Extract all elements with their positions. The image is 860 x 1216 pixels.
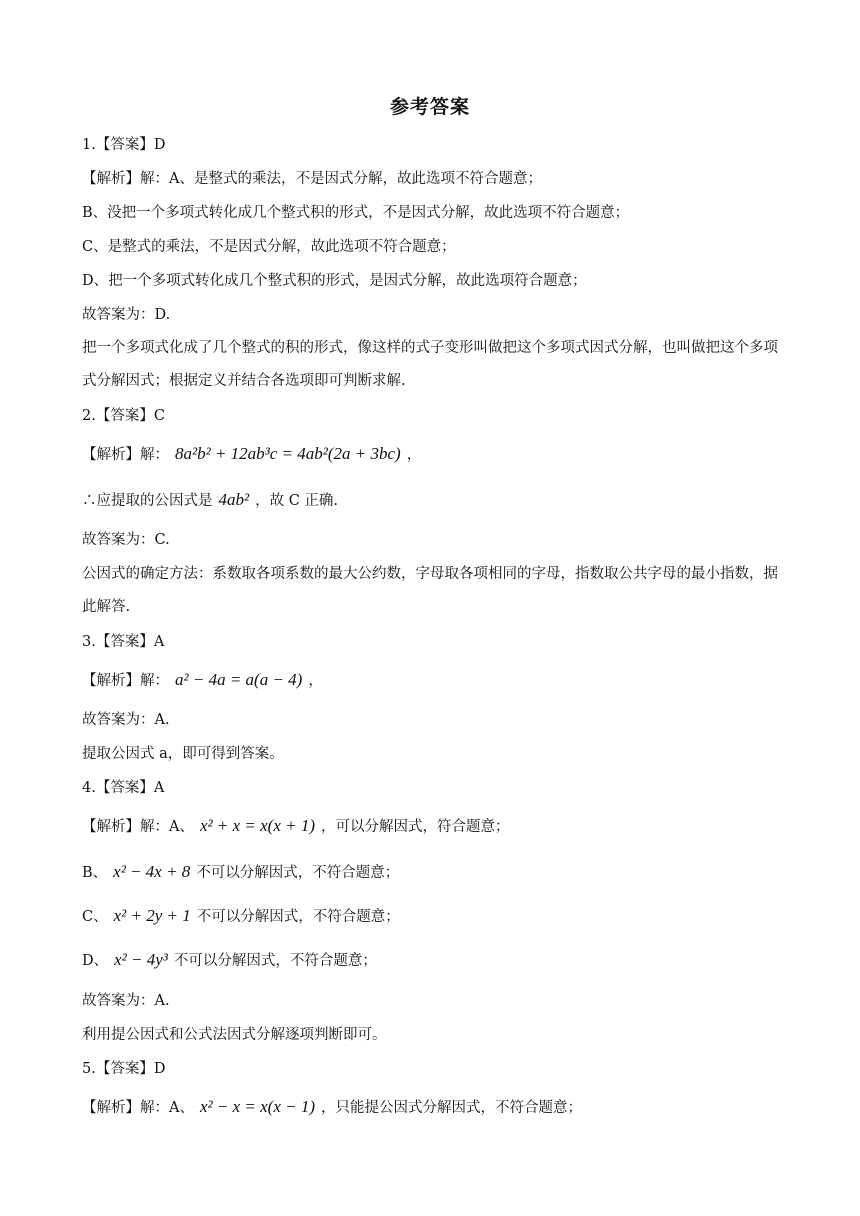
q3-explanation-line	[82, 670, 323, 691]
line-suffix: 不可以分解因式，不符合题意；	[173, 953, 377, 969]
math-expression: x² + 2y + 1	[113, 906, 191, 925]
math-expression: a² − 4a = a(a − 4)	[175, 670, 303, 689]
q3-note: 提取公因式 a，即可得到答案。	[82, 746, 284, 762]
q2-note: 公因式的确定方法：系数取各项系数的最大公约数，字母取各项相同的字母，指数取公共字母的最小指数，据此解答.	[82, 566, 778, 615]
q1-explanation-line: 【解析】解：A、是整式的乘法，不是因式分解，故此选项不符合题意；	[82, 171, 542, 187]
line-suffix: 不可以分解因式，不符合题意；	[196, 909, 400, 925]
line-prefix: D、	[82, 953, 109, 969]
line-suffix: ，	[308, 673, 323, 689]
line-prefix: B、	[82, 865, 108, 881]
q4-explanation-line	[82, 816, 510, 837]
math-expression: x² − x = x(x − 1)	[199, 1097, 315, 1116]
q2-explanation-line	[82, 444, 421, 465]
q3-answer: 3.【答案】A	[82, 634, 165, 650]
q1-note: 把一个多项式化成了几个整式的积的形式，像这样的式子变形叫做把这个多项式因式分解，也叫做把这个多项式分解因式；根据定义并结合各选项即可判断求解.	[82, 340, 778, 389]
q4-conclusion: 故答案为：A.	[82, 993, 170, 1009]
q1-option-d: D、把一个多项式转化成几个整式积的形式，是因式分解，故此选项符合题意；	[82, 273, 587, 289]
line-suffix: ，故 C 正确.	[255, 493, 339, 509]
q4-option-d	[82, 950, 377, 971]
q2-conclusion: 故答案为：C.	[82, 532, 170, 548]
q5-answer: 5.【答案】D	[82, 1061, 166, 1077]
q4-answer: 4.【答案】A	[82, 780, 165, 796]
q2-answer: 2.【答案】C	[82, 408, 165, 424]
q4-option-b	[82, 862, 399, 883]
line-prefix: ∴应提取的公因式是	[82, 493, 213, 509]
math-expression: 8a²b² + 12ab³c = 4ab²(2a + 3bc)	[175, 444, 401, 463]
line-suffix: ，可以分解因式，符合题意；	[321, 819, 510, 835]
math-expression: x² + x = x(x + 1)	[199, 816, 315, 835]
line-suffix: 不可以分解因式，不符合题意；	[196, 865, 400, 881]
line-prefix: 【解析】解：A、	[82, 819, 194, 835]
line-prefix: C、	[82, 909, 108, 925]
q4-option-c	[82, 906, 400, 927]
q1-answer: 1.【答案】D	[82, 137, 166, 153]
math-expression: 4ab²	[218, 490, 250, 509]
q5-explanation-line	[82, 1097, 582, 1118]
line-prefix: 【解析】解：	[82, 673, 169, 689]
q1-conclusion: 故答案为：D.	[82, 307, 171, 323]
q3-conclusion: 故答案为：A.	[82, 712, 170, 728]
q1-option-b: B、没把一个多项式转化成几个整式积的形式，不是因式分解，故此选项不符合题意；	[82, 205, 630, 221]
page-title: 参考答案	[389, 96, 470, 118]
line-suffix: ，	[406, 447, 422, 463]
line-prefix: 【解析】解：	[82, 447, 169, 463]
line-suffix: ，只能提公因式分解因式，不符合题意；	[321, 1100, 582, 1116]
math-expression: x² − 4x + 8	[113, 862, 191, 881]
q4-note: 利用提公因式和公式法因式分解逐项判断即可。	[82, 1027, 387, 1043]
math-expression: x² − 4y³	[114, 950, 168, 969]
line-prefix: 【解析】解：A、	[82, 1100, 194, 1116]
q1-option-c: C、是整式的乘法，不是因式分解，故此选项不符合题意；	[82, 239, 456, 255]
q2-explanation-line	[82, 490, 338, 511]
